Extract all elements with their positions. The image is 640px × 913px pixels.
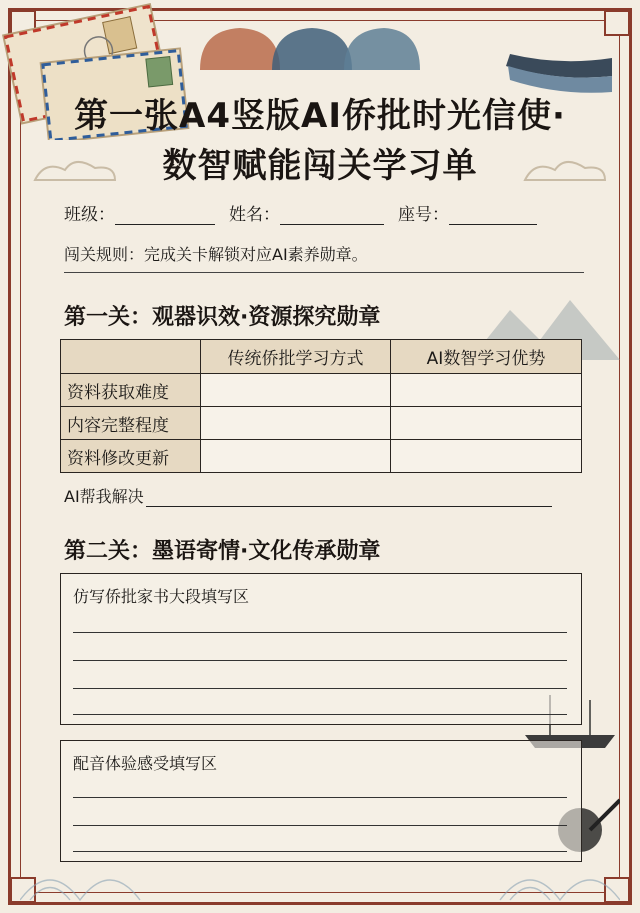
student-info-row [64,200,584,225]
table-row [61,440,582,473]
letter-box-label: 仿写侨批家书大段填写区 [73,587,250,606]
table-row [61,374,582,407]
page-title-line2: 数智赋能闯关学习单 [162,146,478,186]
writing-line [73,632,567,633]
rules-text: 闯关规则：完成关卡解锁对应AI素养勋章。 [64,245,368,264]
row-label: 资料获取难度 [61,374,201,407]
row-label: 内容完整程度 [61,407,201,440]
letter-writing-box[interactable] [60,573,582,725]
answer-cell[interactable] [391,407,582,440]
ai-solve-row [64,484,552,507]
writing-line [73,797,567,798]
writing-line [73,851,567,852]
name-label: 姓名： [229,205,280,225]
table-header-cell: 传统侨批学习方式 [201,340,391,374]
dubbing-feedback-box[interactable] [60,740,582,862]
answer-cell[interactable] [201,374,391,407]
seat-label: 座号： [398,205,449,225]
level2-title: 第二关：墨语寄情·文化传承勋章 [64,539,381,564]
dubbing-box-label: 配音体验感受填写区 [73,754,218,773]
divider [64,272,584,273]
answer-cell[interactable] [201,440,391,473]
answer-cell[interactable] [201,407,391,440]
class-field[interactable] [115,203,215,225]
writing-line [73,688,567,689]
corner-ornament [604,10,630,36]
name-field[interactable] [280,203,384,225]
roof-eave-illustration [500,36,616,96]
ai-solve-field[interactable] [146,485,552,507]
comparison-table [60,339,582,473]
writing-line [73,714,567,715]
level1-title: 第一关：观器识效·资源探究勋章 [64,305,381,330]
table-header-cell: AI数智学习优势 [391,340,582,374]
row-label: 资料修改更新 [61,440,201,473]
writing-line [73,825,567,826]
ai-solve-label: AI帮我解决 [64,487,144,506]
table-header-row [61,340,582,374]
table-row [61,407,582,440]
pattern-tiles [200,20,420,70]
page-title-line1: 第一张A4竖版AI侨批时光信使· [74,96,566,136]
seat-field[interactable] [449,203,537,225]
answer-cell[interactable] [391,374,582,407]
table-header-cell [61,340,201,374]
writing-line [73,660,567,661]
answer-cell[interactable] [391,440,582,473]
class-label: 班级： [64,205,115,225]
